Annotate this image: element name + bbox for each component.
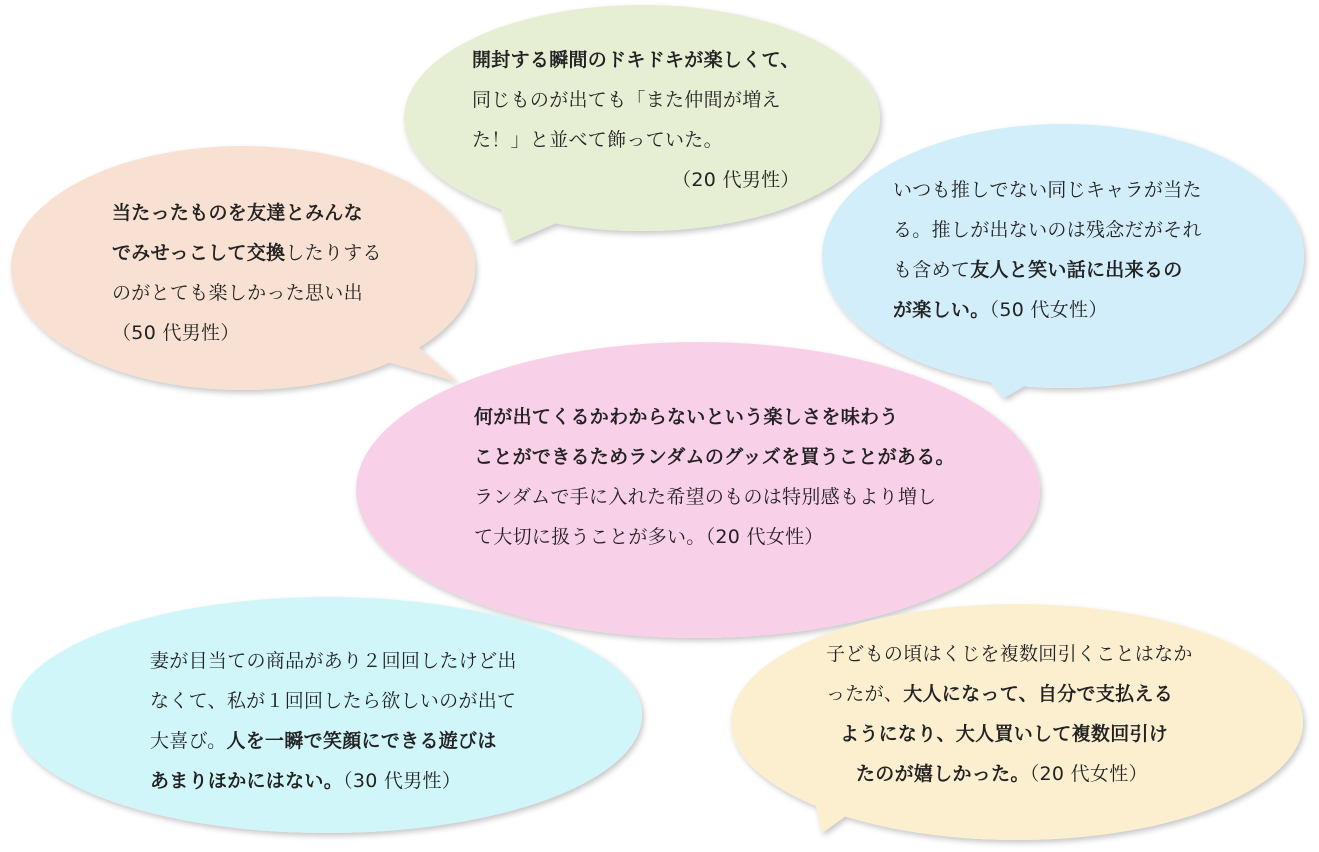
bubble-5-text <box>150 641 517 801</box>
bubble-3-text <box>893 170 1202 330</box>
bubble-4-text <box>474 397 955 557</box>
bubble-6-line-3: ようになり、大人買いして複数回引け <box>840 723 1169 745</box>
bubble-3-line-2: る。推しが出ないのは残念だがそれ <box>893 219 1202 241</box>
bubble-1-line-2: 同じものが出ても「また仲間が増え <box>472 89 781 111</box>
bubble-6-line-1: 子どもの頃はくじを複数回引くことはなか <box>826 643 1193 665</box>
bubble-1-line-3: た！」と並べて飾っていた。 <box>472 129 723 151</box>
bubble-2-line-1: 当たったものを友達とみんな <box>112 202 363 224</box>
bubble-1-line-1: 開封する瞬間のドキドキが楽しくて、 <box>472 49 800 71</box>
bubble-2-attribution: （50 代男性） <box>112 322 240 344</box>
bubble-6-line-4: たのが嬉しかった。（20 代女性） <box>856 763 1148 785</box>
bubble-6-text <box>826 634 1193 794</box>
bubble-4-line-3: ランダムで手に入れた希望のものは特別感もより増し <box>474 486 937 508</box>
bubble-3-line-4: が楽しい。（50 代女性） <box>893 299 1108 321</box>
bubble-2-text <box>112 193 382 353</box>
bubble-4-line-1: 何が出てくるかわからないという楽しさを味わう <box>474 406 899 428</box>
bubble-5-line-2: なくて、私が１回回したら欲しいのが出て <box>150 690 517 712</box>
bubble-4-line-2: ことができるためランダムのグッズを買うことがある。 <box>474 446 955 468</box>
bubble-4-line-4: て大切に扱うことが多い。（20 代女性） <box>474 526 824 548</box>
bubble-1-text <box>472 40 800 200</box>
bubble-5-line-1: 妻が目当ての商品があり２回回したけど出 <box>150 650 517 672</box>
bubble-2-line-2: でみせっこして交換したりする <box>112 242 382 264</box>
bubble-5-line-3: 大喜び。人を一瞬で笑顔にできる遊びは <box>150 730 497 752</box>
bubble-2-line-3: のがとても楽しかった思い出 <box>112 282 363 304</box>
bubble-3-line-1: いつも推しでない同じキャラが当た <box>893 179 1202 201</box>
bubble-6-line-2: ったが、大人になって、自分で支払える <box>826 683 1174 705</box>
bubble-1-attribution: （20 代男性） <box>672 169 800 191</box>
bubble-5-line-4: あまりほかにはない。（30 代男性） <box>150 770 462 792</box>
bubble-3-line-3: も含めて友人と笑い話に出来るの <box>893 259 1183 281</box>
